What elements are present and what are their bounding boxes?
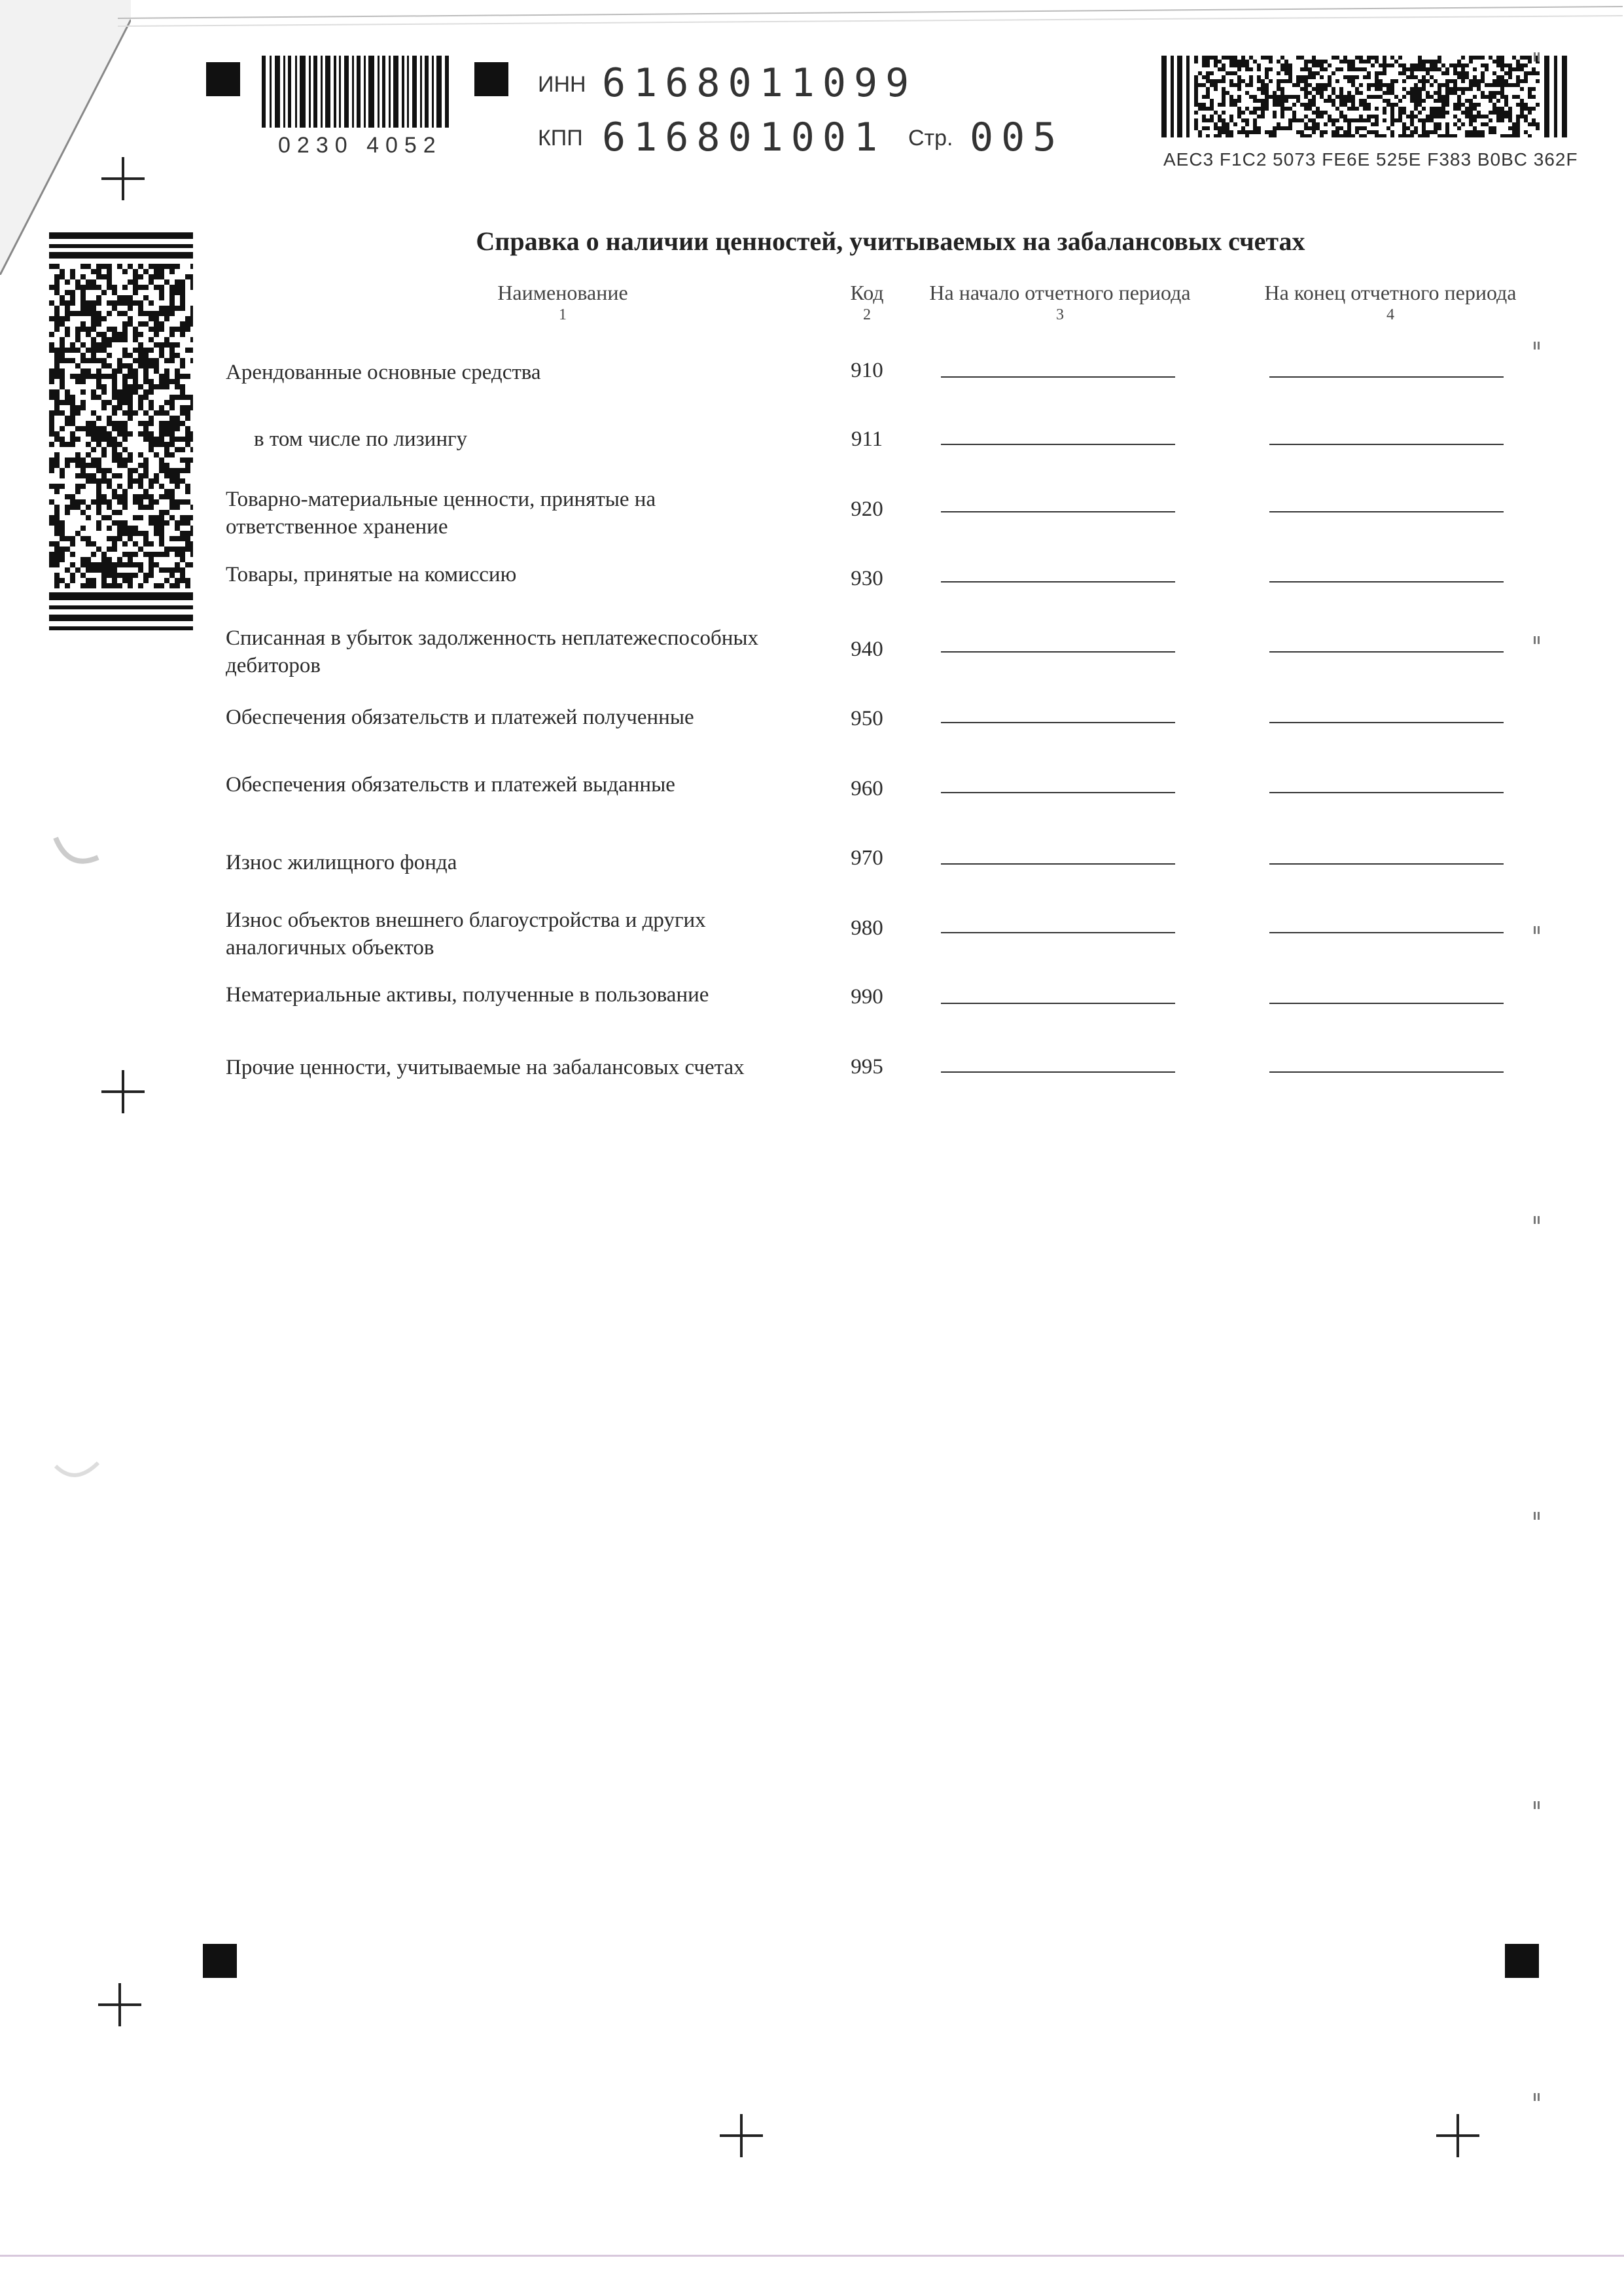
- registration-square-bottom-left: [203, 1944, 237, 1978]
- row-name: в том числе по лизингу: [254, 427, 468, 451]
- value-end-field[interactable]: [1269, 444, 1504, 445]
- row-code: 940: [851, 637, 883, 661]
- kpp-label: КПП: [538, 126, 583, 151]
- column-header-label: На начало отчетного периода: [929, 281, 1191, 304]
- value-start-field[interactable]: [941, 1071, 1175, 1073]
- value-end-field[interactable]: [1269, 792, 1504, 793]
- value-end-field[interactable]: [1269, 511, 1504, 512]
- column-header-name: [432, 281, 694, 326]
- crosshair-mark: [720, 2114, 763, 2157]
- row-code: 995: [851, 1055, 883, 1079]
- row-code: 920: [851, 497, 883, 521]
- column-header-label: Наименование: [497, 281, 628, 304]
- value-end-field[interactable]: [1269, 1071, 1504, 1073]
- row-name: Товары, принятые на комиссию: [226, 563, 517, 586]
- row-code: 990: [851, 985, 883, 1009]
- row-name: Арендованные основные средства: [226, 361, 541, 384]
- column-header-label: На конец отчетного периода: [1264, 281, 1517, 304]
- row-code: 980: [851, 916, 883, 940]
- column-header-number: 2: [863, 306, 871, 323]
- matrix-barcode-left: [49, 232, 193, 638]
- column-header-number: 1: [559, 306, 567, 323]
- value-end-field[interactable]: [1269, 581, 1504, 583]
- row-name: Товарно-материальные ценности, принятые на ответственное хранение: [226, 488, 656, 539]
- crosshair-mark: [98, 1983, 141, 2026]
- registration-square-top-mid: [474, 62, 508, 96]
- punch-hole-mark: [49, 1453, 108, 1492]
- page-edge: [0, 2255, 1624, 2257]
- row-code: 960: [851, 777, 883, 800]
- barcode-number: 0230 4052: [278, 133, 442, 158]
- row-name: Обеспечения обязательств и платежей выданные: [226, 773, 675, 797]
- value-start-field[interactable]: [941, 1003, 1175, 1004]
- row-code: 911: [851, 427, 883, 451]
- scan-specks: [1525, 52, 1551, 2147]
- inn-value: 6168011099: [602, 60, 917, 106]
- row-code: 950: [851, 707, 883, 730]
- value-end-field[interactable]: [1269, 376, 1504, 378]
- value-start-field[interactable]: [941, 444, 1175, 445]
- inn-label: ИНН: [538, 72, 586, 97]
- column-header-number: 3: [1056, 306, 1064, 323]
- value-start-field[interactable]: [941, 792, 1175, 793]
- value-start-field[interactable]: [941, 722, 1175, 723]
- row-code: 930: [851, 567, 883, 590]
- value-end-field[interactable]: [1269, 722, 1504, 723]
- crosshair-mark: [1436, 2114, 1479, 2157]
- row-name: Обеспечения обязательств и платежей полученные: [226, 706, 694, 729]
- row-code: 970: [851, 846, 883, 870]
- registration-square-top-left: [206, 62, 240, 96]
- value-start-field[interactable]: [941, 863, 1175, 865]
- row-name: Списанная в убыток задолженность неплатежеспособных дебиторов: [226, 626, 759, 677]
- value-end-field[interactable]: [1269, 651, 1504, 653]
- value-start-field[interactable]: [941, 376, 1175, 378]
- matrix-code-text: AEC3 F1C2 5073 FE6E 525E F383 B0BC 362F: [1163, 149, 1578, 170]
- matrix-barcode-top: [1161, 56, 1567, 137]
- value-end-field[interactable]: [1269, 932, 1504, 933]
- crosshair-mark: [101, 1070, 145, 1113]
- column-header-start: [909, 281, 1210, 326]
- top-edge-shadow: [118, 0, 1623, 39]
- column-header-code: [831, 281, 903, 326]
- crosshair-mark: [101, 157, 145, 200]
- value-end-field[interactable]: [1269, 863, 1504, 865]
- value-start-field[interactable]: [941, 932, 1175, 933]
- column-header-end: [1240, 281, 1541, 326]
- row-name: Нематериальные активы, полученные в пользование: [226, 983, 709, 1007]
- row-name: Износ жилищного фонда: [226, 851, 457, 874]
- column-header-number: 4: [1386, 306, 1394, 323]
- page-value: 005: [970, 115, 1065, 160]
- linear-barcode: [262, 56, 451, 128]
- page-label: Стр.: [908, 126, 953, 151]
- column-header-label: Код: [850, 281, 884, 304]
- kpp-value: 616801001: [602, 115, 886, 160]
- row-name: Прочие ценности, учитываемые на забалансовых счетах: [226, 1056, 745, 1079]
- value-start-field[interactable]: [941, 651, 1175, 653]
- row-name: Износ объектов внешнего благоустройства и других аналогичных объектов: [226, 908, 706, 960]
- value-start-field[interactable]: [941, 511, 1175, 512]
- value-end-field[interactable]: [1269, 1003, 1504, 1004]
- value-start-field[interactable]: [941, 581, 1175, 583]
- form-title: Справка о наличии ценностей, учитываемых на забалансовых счетах: [476, 226, 1305, 256]
- row-code: 910: [851, 359, 883, 382]
- punch-hole-mark: [49, 831, 108, 877]
